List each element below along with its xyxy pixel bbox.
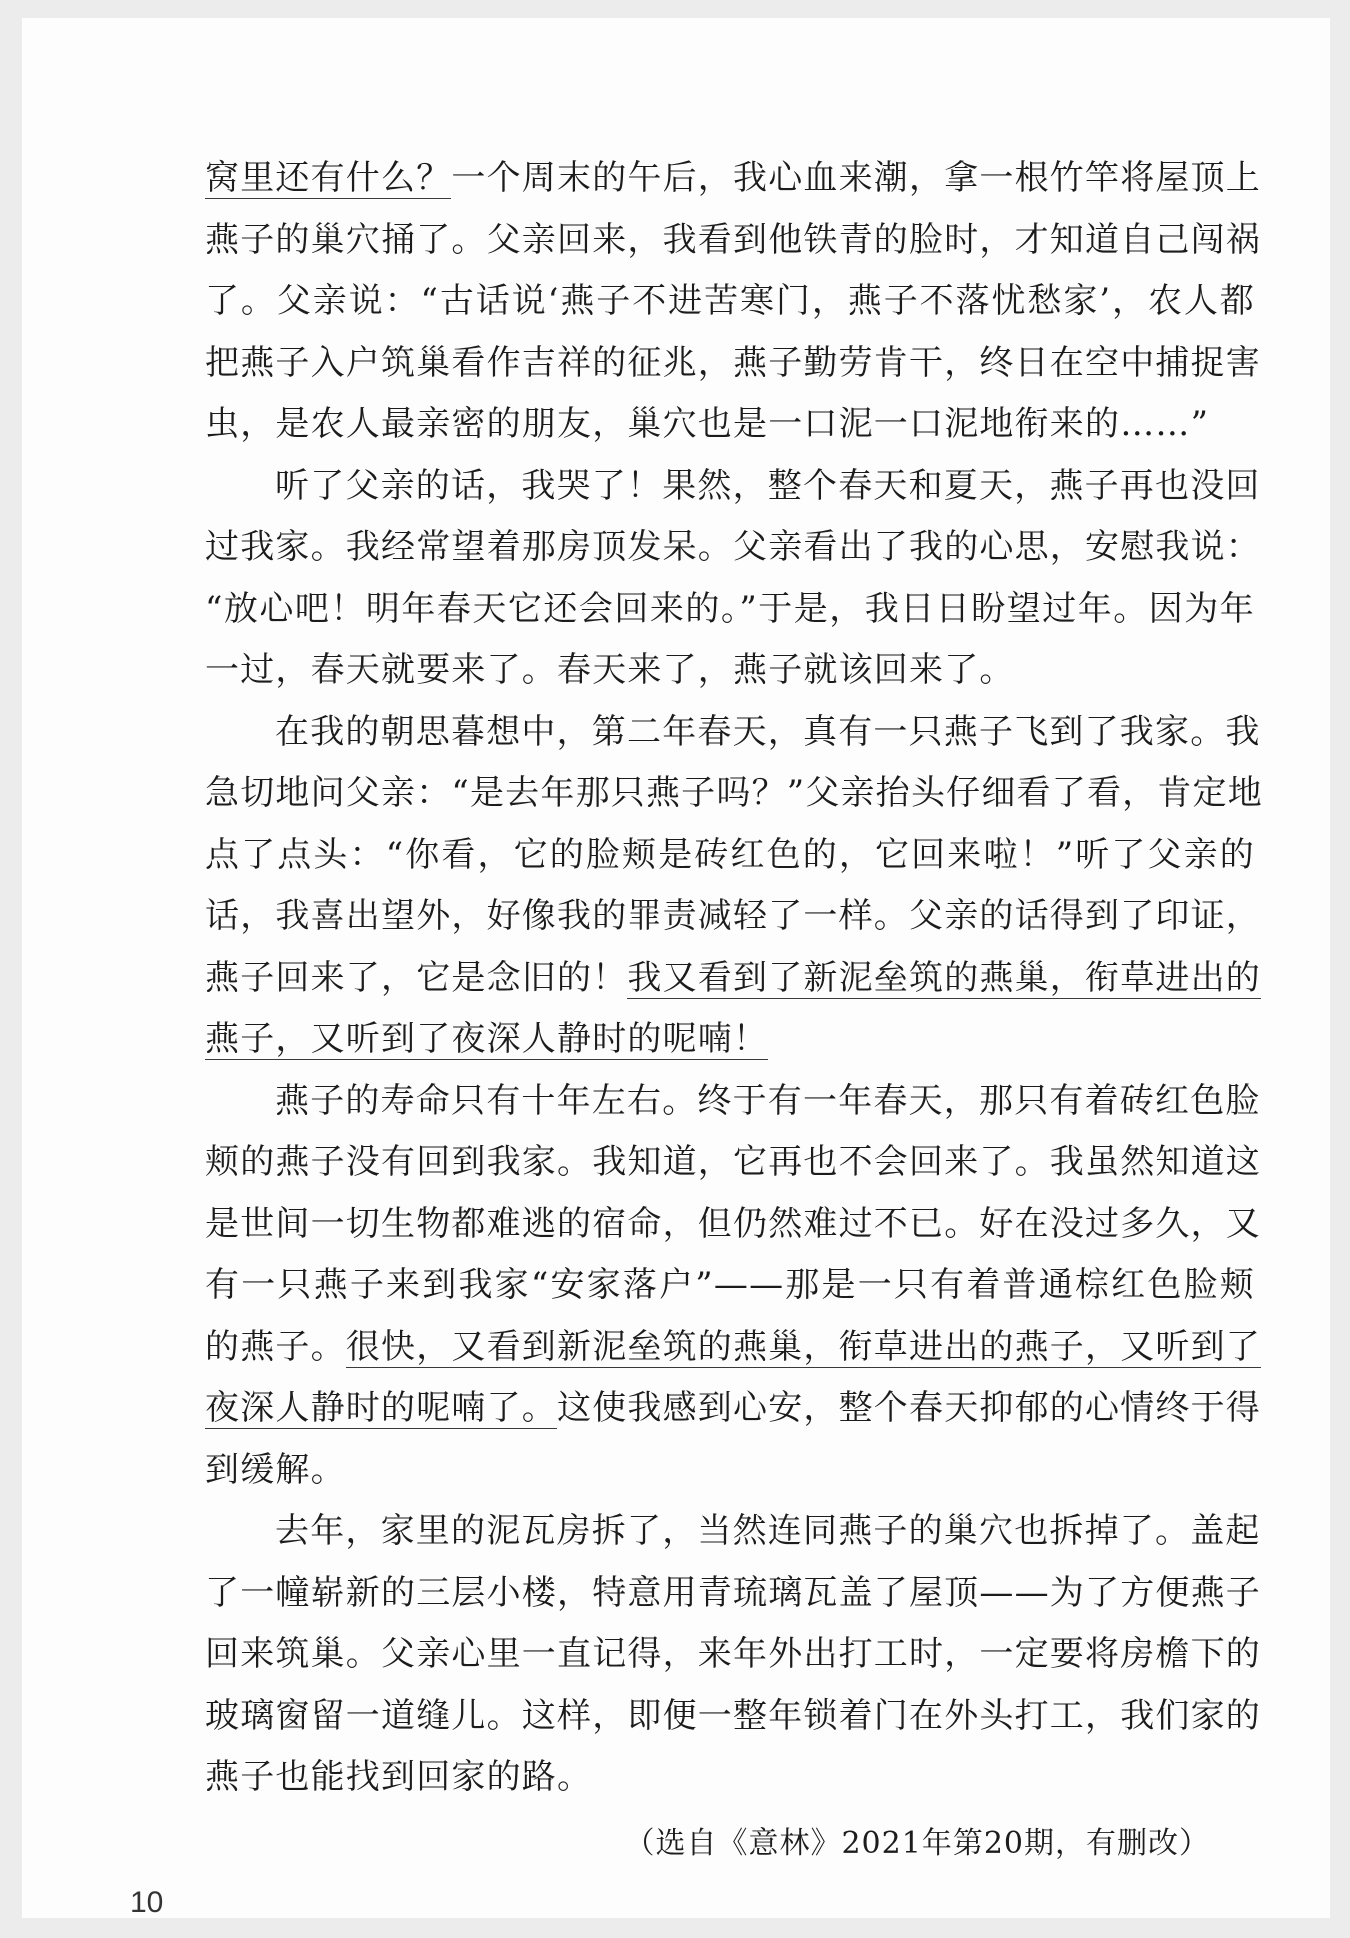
text-line [205,948,1262,1010]
text-line [205,148,1262,210]
text-line: 回来筑巢。父亲心里一直记得，来年外出打工时，一定要将房檐下的 [205,1634,1261,1674]
text-line: 是世间一切生物都难逃的宿命，但仍然难过不已。好在没过多久，又 [205,1203,1261,1244]
text-line [205,1009,1255,1071]
text-line [205,1317,1262,1379]
underlined-text: 夜深人静时的呢喃了。 [205,1388,557,1428]
underlined-text: 窝里还有什么？ [205,158,452,198]
page-sheet [22,18,1330,1918]
paragraph-start-line: 在我的朝思暮想中，第二年春天，真有一只燕子飞到了我家。我 [275,711,1261,752]
text-line: 燕子的巢穴捅了。父亲回来，我看到他铁青的脸时，才知道自己闯祸 [205,219,1261,260]
paragraph-start-line: 听了父亲的话，我哭了！果然，整个春天和夏天，燕子再也没回 [275,465,1261,506]
text-line: 把燕子入户筑巢看作吉祥的征兆，燕子勤劳肯干，终日在空中捕捉害 [205,342,1261,383]
text-line: 有一只燕子来到我家“安家落户”——那是一只有着普通棕红色脸颊 [205,1265,1255,1305]
text-line: 颊的燕子没有回到我家。我知道，它再也不会回来了。我虽然知道这 [205,1142,1261,1182]
text-line: “放心吧！明年春天它还会回来的。”于是，我日日盼望过年。因为年 [205,588,1255,629]
text-line: 虫，是农人最亲密的朋友，巢穴也是一口泥一口泥地衔来的……” [205,404,1210,444]
line-text: 一个周末的午后，我心血来潮，拿一根竹竿将屋顶上 [451,158,1262,198]
source-citation: （选自《意林》2021年第20期，有删改） [624,1826,1210,1861]
text-line: 急切地问父亲：“是去年那只燕子吗？”父亲抬头仔细看了看，肯定地 [205,773,1263,813]
underlined-text: 燕子，又听到了夜深人静时的呢喃！ [205,1019,769,1059]
paragraph-start-line: 去年，家里的泥瓦房拆了，当然连同燕子的巢穴也拆掉了。盖起 [275,1511,1261,1551]
text-line: 话，我喜出望外，好像我的罪责减轻了一样。父亲的话得到了印证， [205,896,1261,936]
text-line: 了一幢崭新的三层小楼，特意用青琉璃瓦盖了屋顶——为了方便燕子 [205,1572,1261,1613]
article-body [205,148,1263,1809]
text-line [205,1378,1261,1440]
text-line: 一过，春天就要来了。春天来了，燕子就该回来了。 [205,650,1015,690]
line-text: 的燕子。 [205,1326,346,1367]
line-text: 燕子回来了，它是念旧的！ [205,957,628,998]
page-number: 10 [130,1886,164,1919]
text-line: 了。父亲说：“古话说‘燕子不进苦寒门，燕子不落忧愁家’，农人都 [205,281,1255,321]
text-line: 燕子也能找到回家的路。 [205,1757,593,1797]
line-text: 这使我感到心安，整个春天抑郁的心情终于得 [557,1388,1261,1428]
text-line: 玻璃窗留一道缝儿。这样，即便一整年锁着门在外头打工，我们家的 [205,1695,1261,1736]
text-line: 过我家。我经常望着那房顶发呆。父亲看出了我的心思，安慰我说： [205,527,1261,567]
text-line: 到缓解。 [205,1449,346,1490]
underlined-text: 很快，又看到新泥垒筑的燕巢，衔草进出的燕子，又听到了 [345,1326,1262,1367]
underlined-text: 我又看到了新泥垒筑的燕巢，衔草进出的 [627,957,1262,998]
text-line: 点了点头：“你看，它的脸颊是砖红色的，它回来啦！”听了父亲的 [205,834,1255,875]
paragraph-start-line: 燕子的寿命只有十年左右。终于有一年春天，那只有着砖红色脸 [275,1080,1261,1121]
